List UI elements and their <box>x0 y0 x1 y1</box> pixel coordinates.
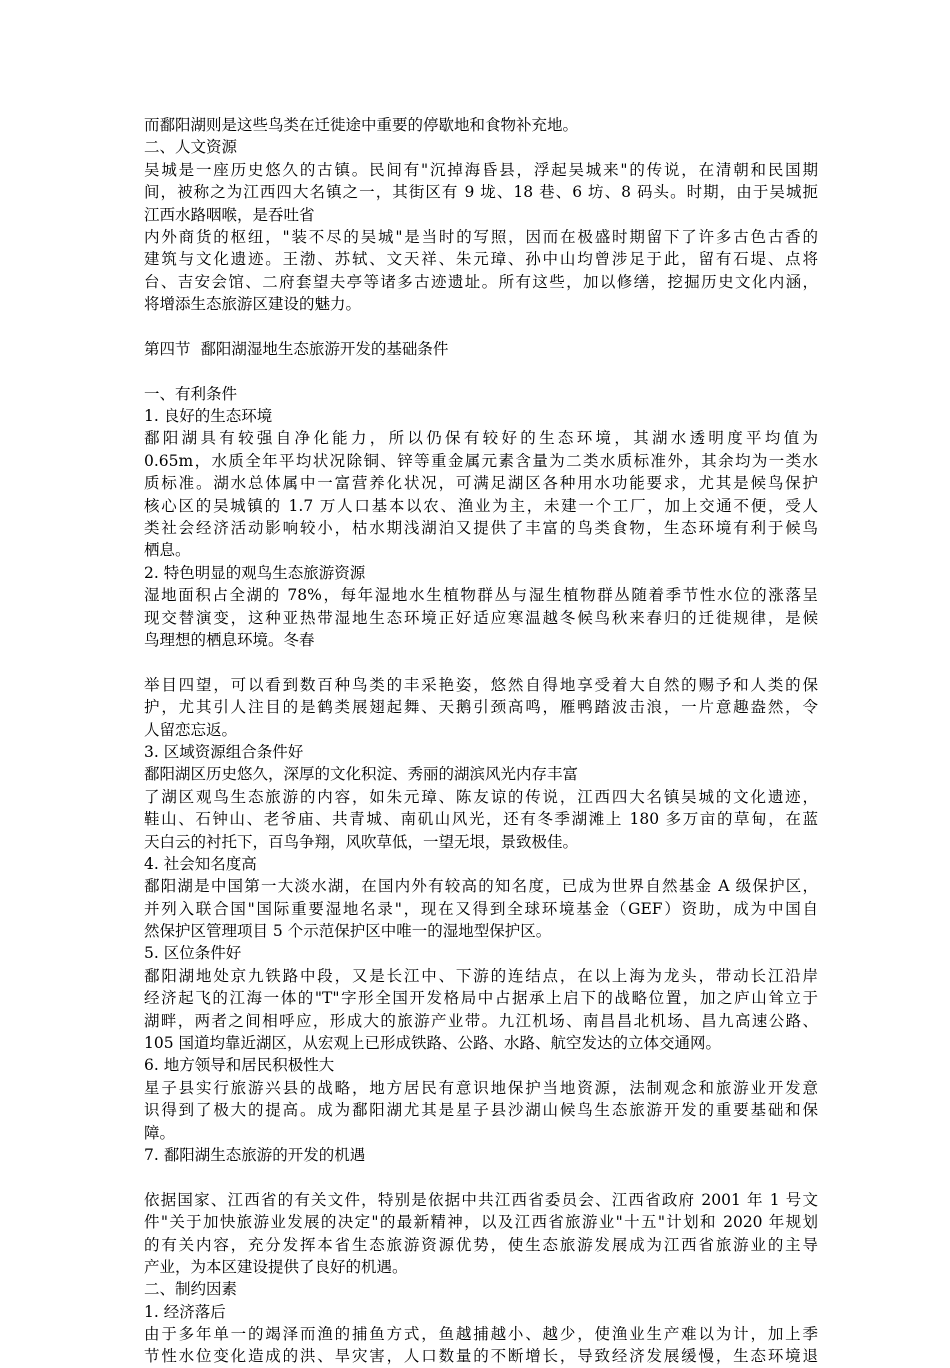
text-line: 2. 特色明显的观鸟生态旅游资源 <box>144 563 366 582</box>
text-line: 7. 鄱阳湖生态旅游的开发的机遇 <box>144 1145 366 1164</box>
text-line: 二、人文资源 <box>144 138 238 157</box>
text-line: 鸟理想的栖息环境。冬春 <box>144 630 315 649</box>
text-line: 第四节 鄱阳湖湿地生态旅游开发的基础条件 <box>144 339 449 358</box>
text-line: 而鄱阳湖则是这些鸟类在迁徙途中重要的停歇地和食物补充地。 <box>144 116 579 134</box>
text-line: 台、吉安会馆、二府套望夫亭等诸多古迹遗址。所有这些，加以修缮，挖掘历史文化内涵， <box>144 272 818 291</box>
text-line: 鄱阳湖具有较强自净化能力，所以仍保有较好的生态环境，其湖水透明度平均值为 <box>144 429 818 448</box>
text-line: 5. 区位条件好 <box>144 944 242 963</box>
text-line: 间，被称之为江西四大名镇之一，其街区有 9 垅、18 巷、6 坊、8 码头。时期，由于吴城扼 <box>144 183 818 202</box>
text-line: 由于多年单一的竭泽而渔的捕鱼方式，鱼越捕越小、越少，使渔业生产难以为计，加上季 <box>144 1325 818 1344</box>
text-line: 105 国道均靠近湖区，从宏观上已形成铁路、公路、水路、航空发达的立体交通网。 <box>144 1034 722 1053</box>
text-line: 核心区的吴城镇的 1.7 万人口基本以农、渔业为主，未建一个工厂，加上交通不便，受人 <box>144 496 818 515</box>
text-line: 内外商货的枢纽，"装不尽的吴城"是当时的写照，因而在极盛时期留下了许多古色古香的 <box>144 227 818 246</box>
text-line: 识得到了极大的提高。成为鄱阳湖尤其是星子县沙湖山候鸟生态旅游开发的重要基础和保 <box>144 1101 818 1120</box>
text-line: 类社会经济活动影响较小，枯水期浅湖泊又提供了丰富的鸟类食物，生态环境有利于候鸟 <box>144 519 818 538</box>
text-line: 节性水位变化造成的洪、旱灾害，人口数量的不断增长，导致经济发展缓慢，生态环境退 <box>144 1347 818 1366</box>
text-line: 人留恋忘返。 <box>144 720 238 739</box>
text-line: 件"关于加快旅游业发展的决定"的最新精神，以及江西省旅游业"十五"计划和 2020 年规划 <box>144 1213 818 1232</box>
text-line: 鞋山、石钟山、老爷庙、共青城、南矶山风光，还有冬季湖滩上 180 多万亩的草甸，在蓝 <box>144 810 818 829</box>
text-line: 湿地面积占全湖的 78%，每年湿地水生植物群丛与湿生植物群丛随着季节性水位的涨落呈 <box>144 586 818 605</box>
blank-line <box>144 651 818 673</box>
text-line: 6. 地方领导和居民积极性大 <box>144 1056 335 1075</box>
text-line: 产业，为本区建设提供了良好的机遇。 <box>144 1257 408 1276</box>
text-line: 依据国家、江西省的有关文件，特别是依据中共江西省委员会、江西省政府 2001 年 1 号文 <box>144 1190 818 1209</box>
text-line: 湖畔，两者之间相呼应，形成大的旅游产业带。九江机场、南昌昌北机场、昌九高速公路、 <box>144 1011 818 1030</box>
text-line: 将增添生态旅游区建设的魅力。 <box>144 295 362 314</box>
text-line: 的有关内容，充分发挥本省生态旅游资源优势，使生态旅游发展成为江西省旅游业的主导 <box>144 1235 818 1254</box>
text-line: 障。 <box>144 1123 176 1142</box>
text-line: 并列入联合国"国际重要湿地名录"，现在又得到全球环境基金（GEF）资助，成为中国自 <box>144 899 818 918</box>
text-line: 现交替演变，这种亚热带湿地生态环境正好适应寒温越冬候鸟秋来春归的迁徙规律，是候 <box>144 608 818 627</box>
blank-line <box>144 1166 818 1188</box>
text-line: 举目四望，可以看到数百种鸟类的丰采艳姿，悠然自得地享受着大自然的赐予和人类的保 <box>144 675 818 694</box>
text-line: 鄱阳湖区历史悠久，深厚的文化积淀、秀丽的湖滨风光内存丰富 <box>144 765 579 784</box>
text-line: 建筑与文化遗迹。王渤、苏轼、文天祥、朱元璋、孙中山均曾涉足于此，留有石堤、点将 <box>144 250 818 269</box>
text-line: 二、制约因素 <box>144 1280 238 1299</box>
text-line: 质标准。湖水总体属中一富营养化状况，可满足湖区各种用水功能要求，尤其是候鸟保护 <box>144 474 818 493</box>
text-line: 护，尤其引人注目的是鹤类展翅起舞、天鹅引颈高鸣，雁鸭踏波击浪，一片意趣盎然，令 <box>144 698 818 717</box>
text-line: 1. 经济落后 <box>144 1302 226 1321</box>
blank-line <box>144 316 818 338</box>
text-line: 天白云的衬托下，百鸟争翔，风吹草低，一望无垠，景致极佳。 <box>144 832 579 851</box>
text-line: 吴城是一座历史悠久的古镇。民间有"沉掉海昏县，浮起吴城来"的传说，在清朝和民国期 <box>144 160 818 179</box>
text-line: 栖息。 <box>144 541 191 560</box>
text-line: 一、有利条件 <box>144 384 238 403</box>
text-line: 鄱阳湖地处京九铁路中段，又是长江中、下游的连结点，在以上海为龙头，带动长江沿岸 <box>144 966 818 985</box>
text-line: 江西水路咽喉，是吞吐省 <box>144 205 315 224</box>
text-line: 4. 社会知名度高 <box>144 854 257 873</box>
text-line: 星子县实行旅游兴县的战略，地方居民有意识地保护当地资源，法制观念和旅游业开发意 <box>144 1078 818 1097</box>
text-line: 3. 区域资源组合条件好 <box>144 742 304 761</box>
text-line: 鄱阳湖是中国第一大淡水湖，在国内外有较高的知名度，已成为世界自然基金 A 级保护区， <box>144 877 818 896</box>
document-page <box>144 114 818 1368</box>
text-line: 了湖区观鸟生态旅游的内容，如朱元璋、陈友谅的传说，江西四大名镇吴城的文化遗迹， <box>144 787 818 806</box>
text-line: 然保护区管理项目 5 个示范保护区中唯一的湿地型保护区。 <box>144 922 552 941</box>
blank-line <box>144 360 818 382</box>
text-line: 0.65m，水质全年平均状况除铜、锌等重金属元素含量为二类水质标准外，其余均为一类水 <box>144 451 818 470</box>
text-line: 经济起飞的江海一体的"T"字形全国开发格局中占据承上启下的战略位置，加之庐山耸立于 <box>144 989 818 1008</box>
text-line: 1. 良好的生态环境 <box>144 407 273 426</box>
